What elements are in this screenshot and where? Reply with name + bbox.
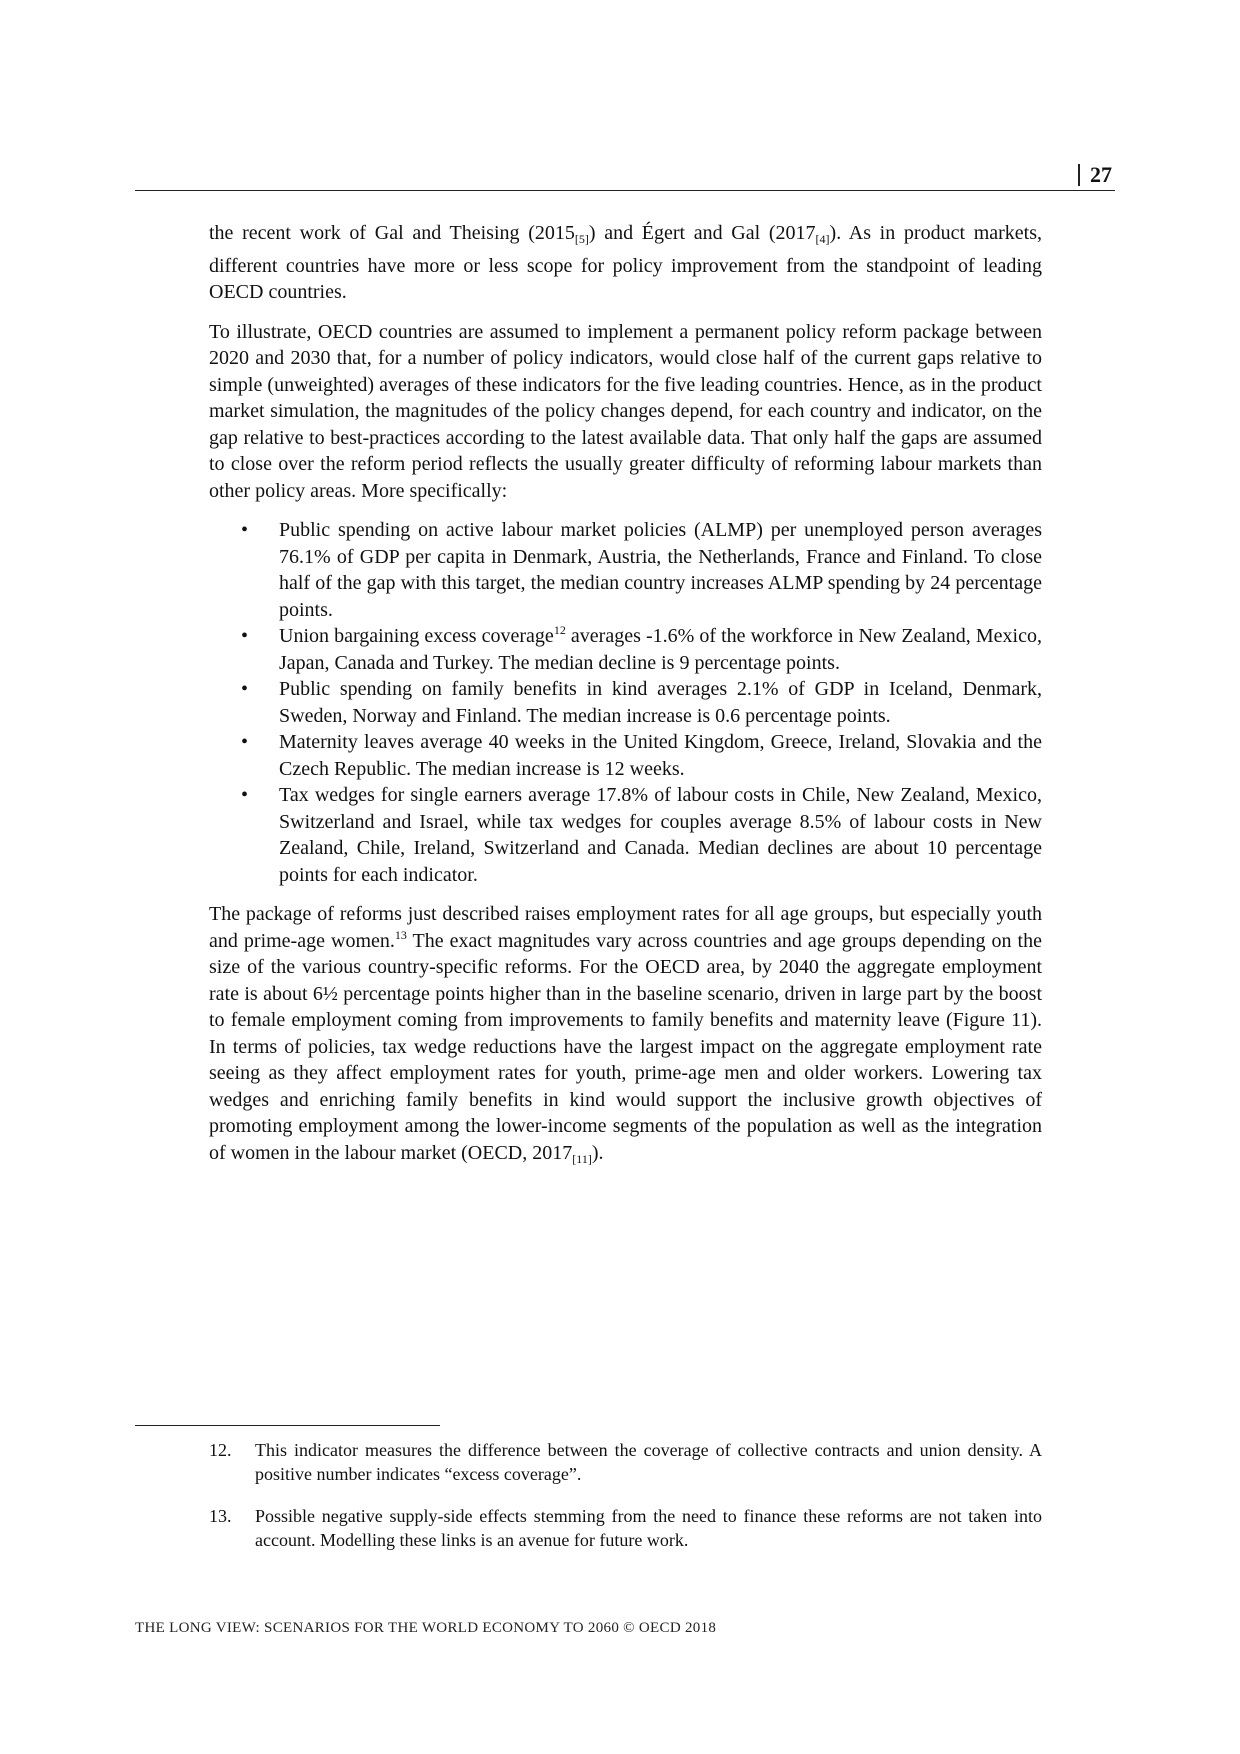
- footnote-ref: 12: [553, 623, 566, 637]
- footnote-rule: [135, 1425, 440, 1426]
- bullet-icon: •: [241, 678, 249, 700]
- bullet-item-almp: • Public spending on active labour market policies (ALMP) per unemployed person averages 76.1% of GDP per capita in Denmark, Austria, the Netherlands, France and Finland. To close half of the gap with this target, the median country increases ALMP spending by 24 percentage points.: [241, 519, 1042, 621]
- footnote-number: 13.: [209, 1506, 232, 1526]
- bullet-icon: •: [241, 784, 249, 806]
- bullet-icon: •: [241, 519, 249, 541]
- bullet-icon: •: [241, 625, 249, 647]
- footnote-number: 12.: [209, 1440, 232, 1460]
- footnote-text: Possible negative supply-side effects stemming from the need to finance these reforms are not taken into account. Modelling these links is an avenue for future work.: [255, 1506, 1042, 1550]
- page-number-text: 27: [1090, 162, 1112, 187]
- reference-marker: [4]: [815, 232, 830, 246]
- bullet-item-union: • Union bargaining excess coverage$^{12}$ averages -1.6% of the workforce in New Zealand, Mexico, Japan, Canada and Turkey. The median decline is 9 percentage points.: [241, 623, 1042, 674]
- paragraph-1: the recent work of Gal and Theising $(2015_{[5]})$ and Égert and Gal $(2017_{[4]})$. As in product markets, different countries have more or less scope for policy improvement from the standpoint of leading OECD countries.: [209, 222, 1042, 303]
- paragraph-2: To illustrate, OECD countries are assumed to implement a permanent policy reform package between 2020 and 2030 that, for a number of policy indicators, would close half of the current gaps relative to simple (unweighted) averages of these indicators for the five leading countries. Hence, as in the product market simulation, the magnitudes of the policy changes depend, for each country and indicator, on the gap relative to best-practices according to the latest available data. That only half the gaps are assumed to close over the reform period reflects the usually greater difficulty of reforming labour markets than other policy areas. More specifically:: [209, 320, 1042, 502]
- bullet-list: [209, 517, 1042, 888]
- page-number: [1078, 162, 1112, 188]
- page-number-divider: [1078, 164, 1080, 186]
- bullet-item-tax-wedges: • Tax wedges for single earners average 17.8% of labour costs in Chile, New Zealand, Mexico, Switzerland and Israel, while tax wedges for couples average 8.5% of labour costs in New Zealand, Chile, Ireland, Switzerland and Canada. Median declines are about 10 percentage points for each indicator.: [241, 784, 1042, 886]
- footnotes: [209, 1438, 1042, 1570]
- paragraph-3: The package of reforms just described raises employment rates for all age groups, but especially youth and prime-age women.$^{13}$ The exact magnitudes vary across countries and age groups depending on the size of the various country-specific reforms. For the OECD area, by 2040 the aggregate employment rate is about 6½ percentage points higher than in the baseline scenario, driven in large part by the boost to female employment coming from improvements to family benefits and maternity leave (Figure 11). In terms of policies, tax wedge reductions have the largest impact on the aggregate employment rate seeing as they affect employment rates for youth, prime-age men and older workers. Lowering tax wedges and enriching family benefits in kind would support the inclusive growth objectives of promoting employment among the lower-income segments of the population as well as the integration of women in the labour market (OECD, $2017_{[11]}$).: [209, 903, 1042, 1166]
- bullet-item-maternity: • Maternity leaves average 40 weeks in the United Kingdom, Greece, Ireland, Slovakia and the Czech Republic. The median increase is 12 weeks.: [241, 731, 1042, 780]
- header-rule: [135, 190, 1115, 191]
- footnote-ref: 13: [394, 927, 407, 942]
- main-text: [209, 220, 1042, 1185]
- footnote-12: [209, 1438, 1042, 1486]
- footnote-text: This indicator measures the difference between the coverage of collective contracts and union density. A positive number indicates “excess coverage”.: [255, 1440, 1042, 1484]
- page-footer: THE LONG VIEW: SCENARIOS FOR THE WORLD ECONOMY TO 2060 © OECD 2018: [135, 1620, 717, 1636]
- reference-marker: [11]: [572, 1151, 592, 1166]
- bullet-item-family-benefits: • Public spending on family benefits in kind averages 2.1% of GDP in Iceland, Denmark, Sweden, Norway and Finland. The median increase is 0.6 percentage points.: [241, 678, 1042, 727]
- bullet-icon: •: [241, 731, 249, 753]
- footnote-13: [209, 1504, 1042, 1552]
- reference-marker: [5]: [574, 232, 589, 246]
